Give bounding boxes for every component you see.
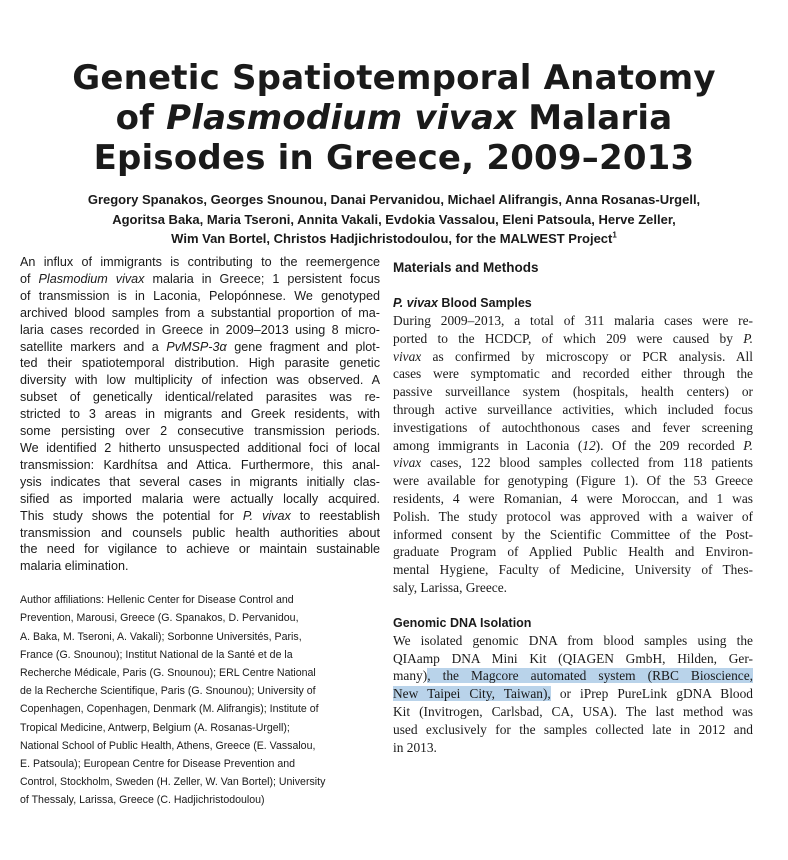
authors-line-3: [0, 229, 788, 249]
body-line: informed consent by the Scientific Committee of the Post-: [393, 526, 753, 542]
abstract-line: malaria elimination.: [20, 559, 129, 574]
affiliation-line: National School of Public Health, Athens, Greece (E. Vassalou,: [20, 739, 316, 752]
abstract-line: subset of genetically identical/related parasites was re-: [20, 390, 380, 405]
abstract-line: stricted to 3 areas in migrants and Greek residents, with: [20, 407, 380, 422]
abstract-line: archived blood samples from a substantial proportion of ma-: [20, 305, 380, 320]
subheading-blood-samples-text: Blood Samples: [437, 296, 532, 310]
text-span: or iPrep PureLink gDNA Blood: [550, 686, 754, 702]
abstract-line: of transmission is in Laconia, Pelopónnese. We genotyped: [20, 288, 380, 303]
dna-isolation-paragraph: [393, 632, 753, 757]
affiliation-line: France (G. Snounou); Institut National de la Santé et de la: [20, 648, 293, 661]
abstract-line: ysis indicates that several cases in migrants initially clas-: [20, 474, 380, 489]
body-line: passive surveillance system (hospitals, health centers) or: [393, 384, 753, 400]
body-line: graduate Program of Applied Public Health and Environ-: [393, 544, 753, 560]
abstract-line: the need for vigilance to achieve or maintain sustainable: [20, 542, 380, 557]
abstract-line: This study shows the potential for P. vivax to reestablish: [20, 508, 381, 523]
title-species: Plasmodium vivax: [166, 98, 517, 138]
body-line: During 2009–2013, a total of 311 malaria cases were re-: [393, 313, 753, 328]
author-footnote-mark: 1: [612, 230, 617, 240]
subheading-species: P. vivax: [393, 296, 438, 310]
highlighted-text[interactable]: , the Magcore automated system (RBC Bioscience,: [427, 668, 753, 684]
left-column: [20, 254, 380, 810]
abstract-line: laria cases recorded in Greece in 2009–2013 using 8 micro-: [20, 322, 380, 337]
affiliation-line: of Thessaly, Larissa, Greece (C. Hadjichristodoulou): [20, 794, 265, 807]
title-line-2-post: Malaria: [516, 98, 673, 138]
body-line: were available for genotyping (Figure 1). Of the 53 Greece: [393, 473, 753, 489]
abstract-line: An influx of immigrants is contributing to the reemergence: [20, 255, 380, 269]
affiliation-line: Copenhagen, Copenhagen, Denmark (M. Alifrangis); Institute of: [20, 703, 319, 716]
title-line-2: [0, 98, 788, 138]
affiliation-line: Author affiliations: Hellenic Center for Disease Control and: [20, 594, 294, 607]
abstract-line: some persisting over 2 consecutive transmission periods.: [20, 424, 380, 439]
abstract-line: diversity with low multiplicity of infection was observed. A: [20, 373, 380, 388]
body-line: vivax cases, 122 blood samples collected from 118 patients: [393, 455, 753, 471]
affiliation-line: A. Baka, M. Tseroni, A. Vakali); Sorbonne Universités, Paris,: [20, 630, 302, 643]
body-line: saly, Larissa, Greece.: [393, 579, 508, 595]
abstract-line: transmission and counsels public health authorities about: [20, 525, 380, 540]
body-line: in 2013.: [393, 739, 437, 755]
affiliation-line: Tropical Medicine, Antwerp, Belgium (A. Rosanas-Urgell);: [20, 721, 290, 734]
body-line: cases were symptomatic and recorded either through the: [393, 366, 753, 382]
highlighted-text[interactable]: New Taipei City, Taiwan),: [393, 686, 551, 702]
body-line: residents, 4 were Romanian, 4 were Moroccan, and 1 was: [393, 490, 753, 506]
body-line: QIAamp DNA Mini Kit (QIAGEN GmbH, Hilden, Ger-: [393, 650, 753, 666]
author-list: [0, 190, 788, 249]
abstract: [20, 254, 380, 575]
title-line-3: Episodes in Greece, 2009–2013: [93, 138, 695, 178]
body-line: We isolated genomic DNA from blood samples using the: [393, 632, 753, 648]
affiliation-line: Control, Stockholm, Sweden (H. Zeller, W. Van Bortel); University: [20, 776, 326, 789]
body-line: [393, 667, 753, 685]
body-line: used exclusively for the samples collected late in 2012 and: [393, 721, 753, 737]
affiliation-line: Recherche Médicale, Paris (G. Snounou); ERL Centre National: [20, 667, 316, 680]
author-affiliations: [20, 591, 380, 809]
body-line: ported to the HCDCP, of which 209 were caused by P.: [393, 330, 753, 346]
authors-line-2: Agoritsa Baka, Maria Tseroni, Annita Vakali, Evdokia Vassalou, Eleni Patsoula, Herve Zeller,: [112, 211, 676, 227]
text-span: many): [393, 668, 428, 684]
section-heading-methods: Materials and Methods: [393, 260, 539, 275]
authors-line-1: Gregory Spanakos, Georges Snounou, Danai Pervanidou, Michael Alifrangis, Anna Rosanas-Urgell,: [87, 192, 701, 207]
right-column: [393, 259, 753, 756]
affiliation-line: de la Recherche Scientifique, Paris (G. Snounou); University of: [20, 685, 316, 698]
blood-samples-paragraph: [393, 312, 753, 597]
affiliation-line: E. Patsoula); European Centre for Disease Prevention and: [20, 758, 296, 771]
subheading-blood-samples: [393, 295, 753, 312]
abstract-line: transmission: Kardhítsa and Attica. Furthermore, this anal-: [20, 457, 380, 472]
authors-line-3-text: Wim Van Bortel, Christos Hadjichristodoulou, for the MALWEST Project: [171, 231, 613, 246]
body-line: among immigrants in Laconia (12). Of the 209 recorded P.: [393, 437, 753, 453]
body-line: investigations of autochthonous cases and fever screening: [393, 419, 753, 435]
body-line: through active surveillance activities, which included focus: [393, 401, 753, 417]
title-line-1: Genetic Spatiotemporal Anatomy: [72, 58, 716, 98]
body-line: mental Hygiene, Faculty of Medicine, University of Thes-: [393, 562, 753, 578]
abstract-line: sified as imported malaria were actually locally acquired.: [20, 491, 380, 506]
abstract-line: satellite markers and a PvMSP-3α gene fragment and plot-: [20, 339, 380, 354]
body-line: [393, 685, 753, 703]
title-line-2-pre: of: [115, 98, 167, 138]
abstract-line: ted their spatiotemporal distribution. High parasite genetic: [20, 356, 380, 371]
abstract-line: of Plasmodium vivax malaria in Greece; 1 persistent focus: [20, 271, 381, 286]
body-line: vivax as confirmed by microscopy or PCR analysis. All: [393, 348, 753, 364]
subheading-dna-isolation: Genomic DNA Isolation: [393, 615, 532, 630]
abstract-line: We identified 2 hitherto unsuspected additional foci of local: [20, 440, 380, 455]
body-line: Polish. The study protocol was approved with a waiver of: [393, 508, 753, 524]
article-title: [0, 58, 788, 178]
affiliation-line: Prevention, Marousi, Greece (G. Spanakos, D. Pervanidou,: [20, 612, 299, 625]
body-line: Kit (Invitrogen, Carlsbad, CA, USA). The last method was: [393, 703, 753, 719]
